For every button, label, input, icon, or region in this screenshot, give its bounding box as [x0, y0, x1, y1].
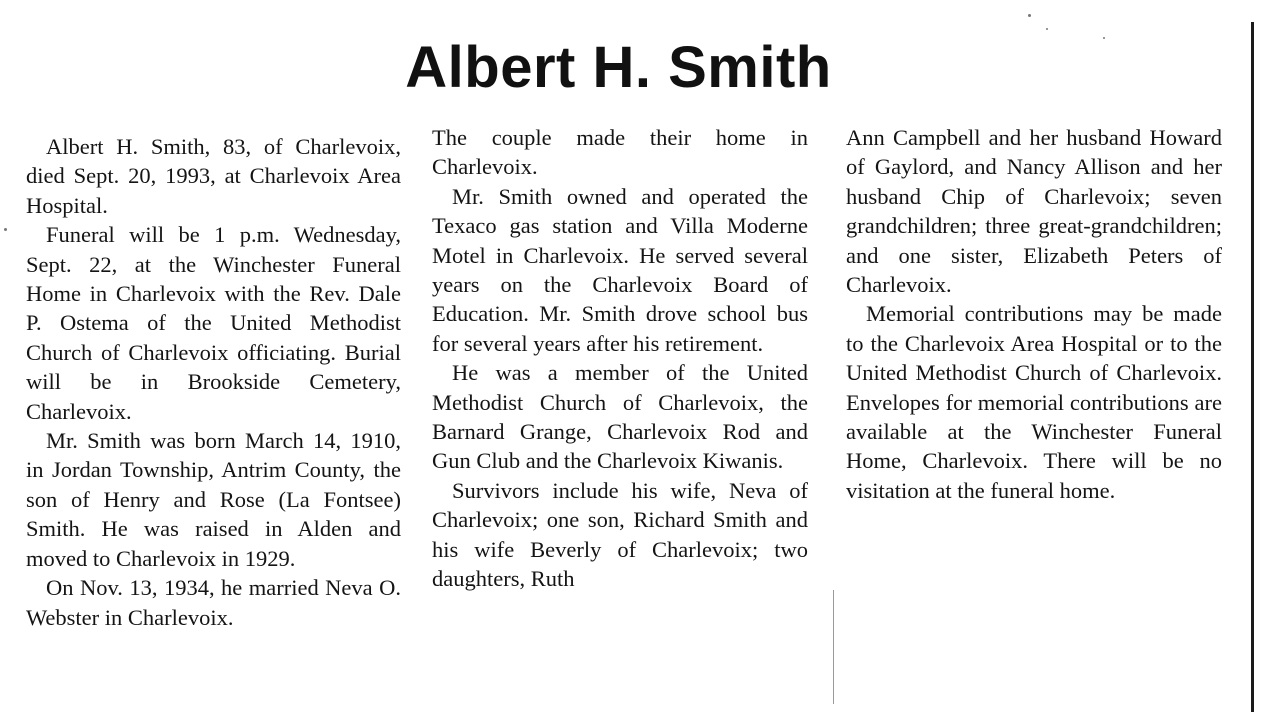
page-edge-rule — [1251, 22, 1254, 712]
paragraph: He was a member of the United Methodist Church of Charlevoix, the Barnard Grange, Charlevoix Rod and Gun Club and the Charlevoix Kiwanis. — [432, 360, 808, 474]
print-speck — [4, 228, 7, 231]
paragraph: On Nov. 13, 1934, he married Neva O. Webster in Charlevoix. — [26, 575, 401, 630]
headline: Albert H. Smith — [405, 35, 832, 100]
print-speck — [1103, 37, 1105, 39]
column-2 — [432, 123, 808, 594]
print-speck — [1046, 28, 1048, 30]
paragraph: Mr. Smith owned and operated the Texaco gas station and Villa Moderne Motel in Charlevoix. He served several years on the Charlevoix Board of Education. Mr. Smith drove school bus for several years after his retirement. — [432, 183, 808, 356]
print-speck — [1028, 14, 1031, 17]
paragraph: Funeral will be 1 p.m. Wednesday, Sept. 22, at the Winchester Funeral Home in Charlevoix with the Rev. Dale P. Ostema of the United Methodist Church of Charlevoix officiating. Burial will be in Brookside Cemetery, Charlevoix. — [26, 222, 401, 424]
paragraph: Mr. Smith was born March 14, 1910, in Jordan Township, Antrim County, the son of Henry and Rose (La Fontsee) Smith. He was raised in Alden and moved to Charlevoix in 1929. — [26, 428, 401, 571]
paragraph-continued: The couple made their home in Charlevoix. — [432, 125, 808, 180]
paragraph-continued: Ann Campbell and her husband Howard of Gaylord, and Nancy Allison and her husband Chip of Charlevoix; seven grandchildren; three great-grandchildren; and one sister, Elizabeth Peters of Charlevoix. — [846, 125, 1222, 298]
column-3 — [846, 123, 1222, 505]
paragraph: Survivors include his wife, Neva of Charlevoix; one son, Richard Smith and his wife Beverly of Charlevoix; two daughters, Ruth — [432, 477, 808, 592]
column-1 — [26, 132, 401, 632]
paragraph: Albert H. Smith, 83, of Charlevoix, died Sept. 20, 1993, at Charlevoix Area Hospital. — [26, 134, 401, 218]
paragraph: Memorial contributions may be made to the Charlevoix Area Hospital or to the United Methodist Church of Charlevoix. Envelopes for memorial contributions are available at the Winchester Funeral Home, Charlevoix. There will be no visitation at the funeral home. — [846, 301, 1222, 503]
column-divider-rule — [833, 590, 834, 704]
